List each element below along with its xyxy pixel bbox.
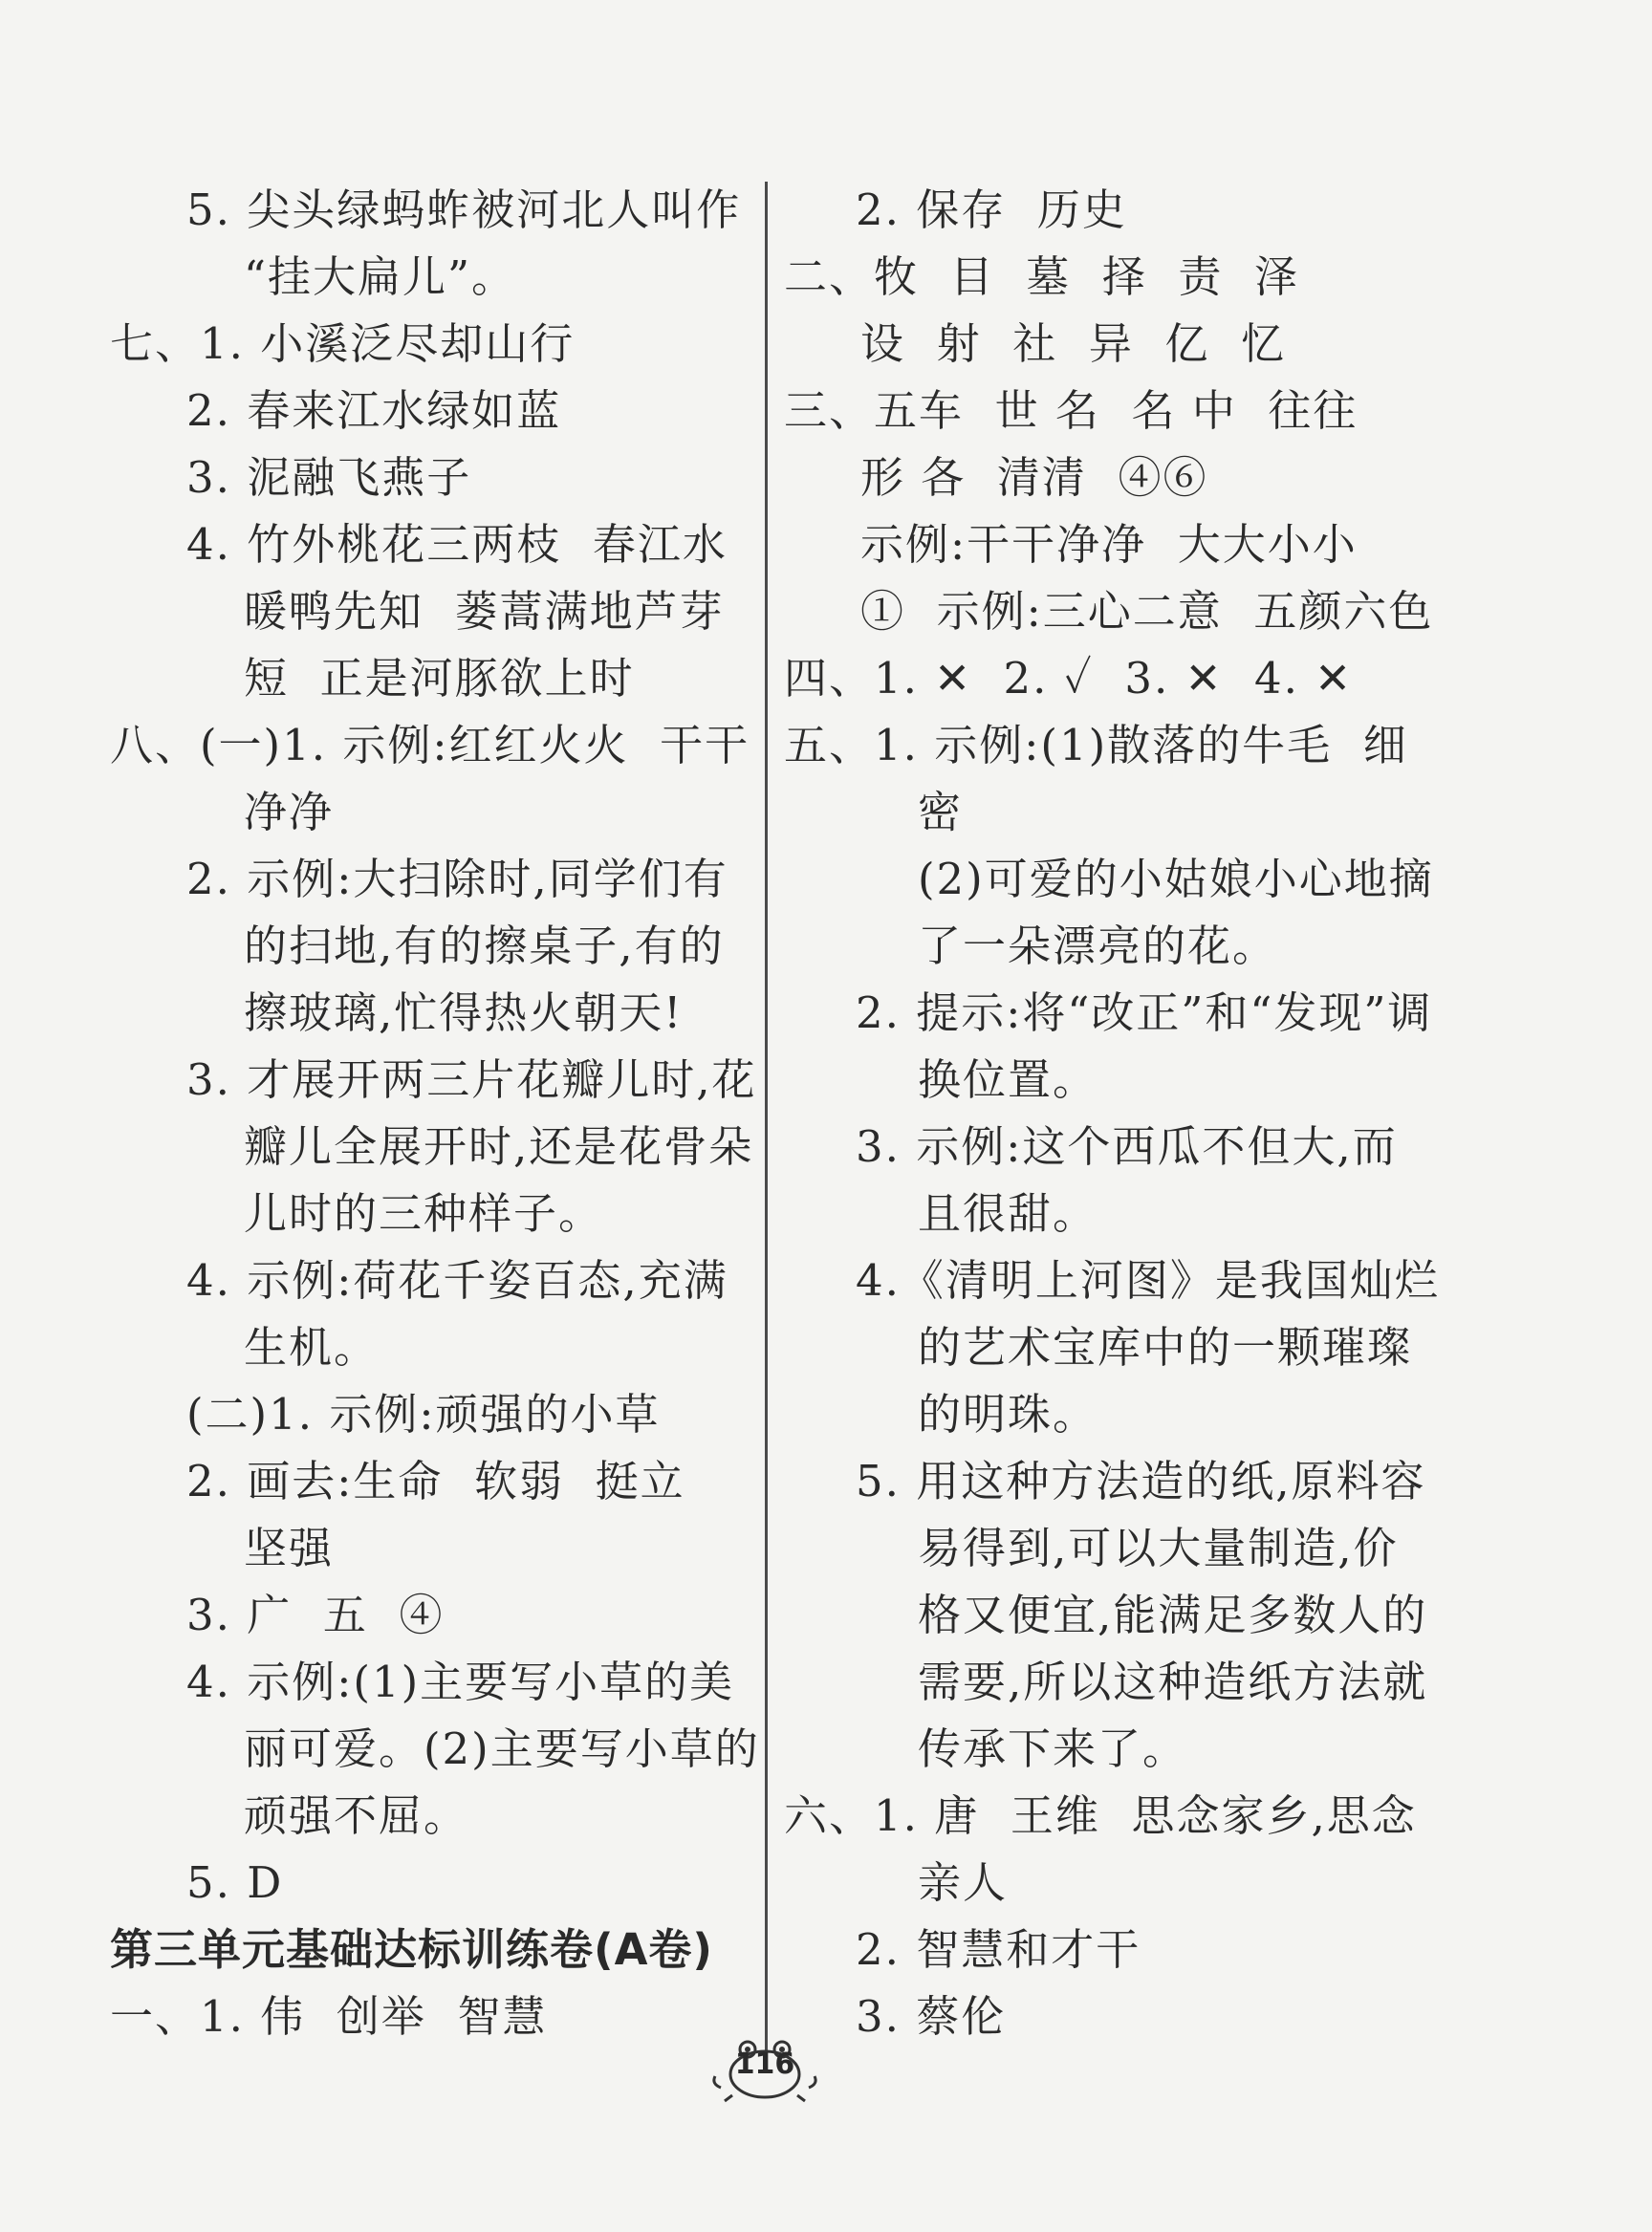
- answer-line: 3. 广 五 ④: [186, 1590, 445, 1640]
- answer-line: 换位置。: [918, 1054, 1098, 1105]
- answer-line: 需要,所以这种造纸方法就: [918, 1657, 1428, 1707]
- answer-line: 3. 才展开两三片花瓣儿时,花: [186, 1054, 757, 1105]
- answer-line: 暖鸭先知 蒌蒿满地芦芽: [244, 586, 725, 637]
- answer-line: 2. 智慧和才干: [856, 1924, 1141, 1975]
- answer-line: 二、牧 目 墓 择 责 泽: [784, 251, 1300, 302]
- answer-line: 一、1. 伟 创举 智慧: [110, 1991, 548, 2042]
- answer-line: ① 示例:三心二意 五颜六色: [860, 586, 1434, 637]
- answer-line: 了一朵漂亮的花。: [918, 921, 1278, 971]
- answer-line: 2. 春来江水绿如蓝: [186, 385, 562, 436]
- answer-line: 2. 保存 历史: [856, 184, 1127, 235]
- answer-line: 净净: [244, 787, 335, 837]
- column-divider: [765, 182, 768, 2055]
- answer-line: 坚强: [244, 1523, 335, 1573]
- answer-line: “挂大扁儿”。: [244, 251, 517, 302]
- answer-line: 3. 泥融飞燕子: [186, 452, 472, 503]
- answer-line: 瓣儿全展开时,还是花骨朵: [244, 1121, 754, 1172]
- answer-line: 的艺术宝库中的一颗璀璨: [918, 1322, 1413, 1373]
- answer-line: 示例:干干净净 大大小小: [860, 519, 1358, 570]
- answer-line: 短 正是河豚欲上时: [244, 653, 635, 704]
- answer-line: (2)可爱的小姑娘小心地摘: [918, 854, 1434, 904]
- page-number-badge: [707, 2036, 822, 2103]
- section-heading: 第三单元基础达标训练卷(A卷): [110, 1924, 713, 1975]
- answer-line: 4. 竹外桃花三两枝 春江水: [186, 519, 728, 570]
- answer-line: 顽强不屈。: [244, 1790, 469, 1841]
- answer-line: 的明珠。: [918, 1389, 1098, 1440]
- answer-line: 儿时的三种样子。: [244, 1188, 604, 1239]
- answer-line: 擦玻璃,忙得热火朝天!: [244, 987, 684, 1038]
- answer-line: 传承下来了。: [918, 1723, 1188, 1774]
- page-number: 116: [734, 2048, 795, 2081]
- answer-line: 五、1. 示例:(1)散落的牛毛 细: [784, 720, 1408, 770]
- answer-line: 5. 尖头绿蚂蚱被河北人叫作: [186, 184, 742, 235]
- answer-line: 生机。: [244, 1322, 380, 1373]
- answer-line: 3. 示例:这个西瓜不但大,而: [856, 1121, 1398, 1172]
- answer-line: 的扫地,有的擦桌子,有的: [244, 921, 725, 971]
- answer-line: 2. 画去:生命 软弱 挺立: [186, 1456, 685, 1506]
- answer-line: 八、(一)1. 示例:红红火火 干干: [110, 720, 750, 770]
- answer-line: 5. D: [186, 1857, 284, 1908]
- answer-line: 七、1. 小溪泛尽却山行: [110, 318, 576, 369]
- answer-line: 格又便宜,能满足多数人的: [918, 1590, 1428, 1640]
- answer-line: (二)1. 示例:顽强的小草: [186, 1389, 661, 1440]
- answer-line: 2. 提示:将“改正”和“发现”调: [856, 987, 1433, 1038]
- answer-line: 且很甜。: [918, 1188, 1098, 1239]
- answer-line: 4.《清明上河图》是我国灿烂: [856, 1255, 1440, 1306]
- answer-line: 3. 蔡伦: [856, 1991, 1007, 2042]
- answer-line: 形 各 清清 ④⑥: [860, 452, 1208, 503]
- answer-line: 三、五车 世 名 名 中 往往: [784, 385, 1359, 436]
- answer-line: 六、1. 唐 王维 思念家乡,思念: [784, 1790, 1417, 1841]
- answer-line: 4. 示例:(1)主要写小草的美: [186, 1657, 735, 1707]
- answer-line: 密: [918, 787, 964, 837]
- answer-line: 2. 示例:大扫除时,同学们有: [186, 854, 728, 904]
- answer-line: 5. 用这种方法造的纸,原料容: [856, 1456, 1426, 1506]
- answer-line: 设 射 社 异 亿 忆: [860, 318, 1287, 369]
- answer-line: 亲人: [918, 1857, 1009, 1908]
- answer-line: 四、1. ✕ 2. ✓ 3. ✕ 4. ✕: [784, 653, 1353, 704]
- answer-line: 4. 示例:荷花千姿百态,充满: [186, 1255, 728, 1306]
- answer-line: 丽可爱。(2)主要写小草的: [244, 1723, 760, 1774]
- answer-line: 易得到,可以大量制造,价: [918, 1523, 1399, 1573]
